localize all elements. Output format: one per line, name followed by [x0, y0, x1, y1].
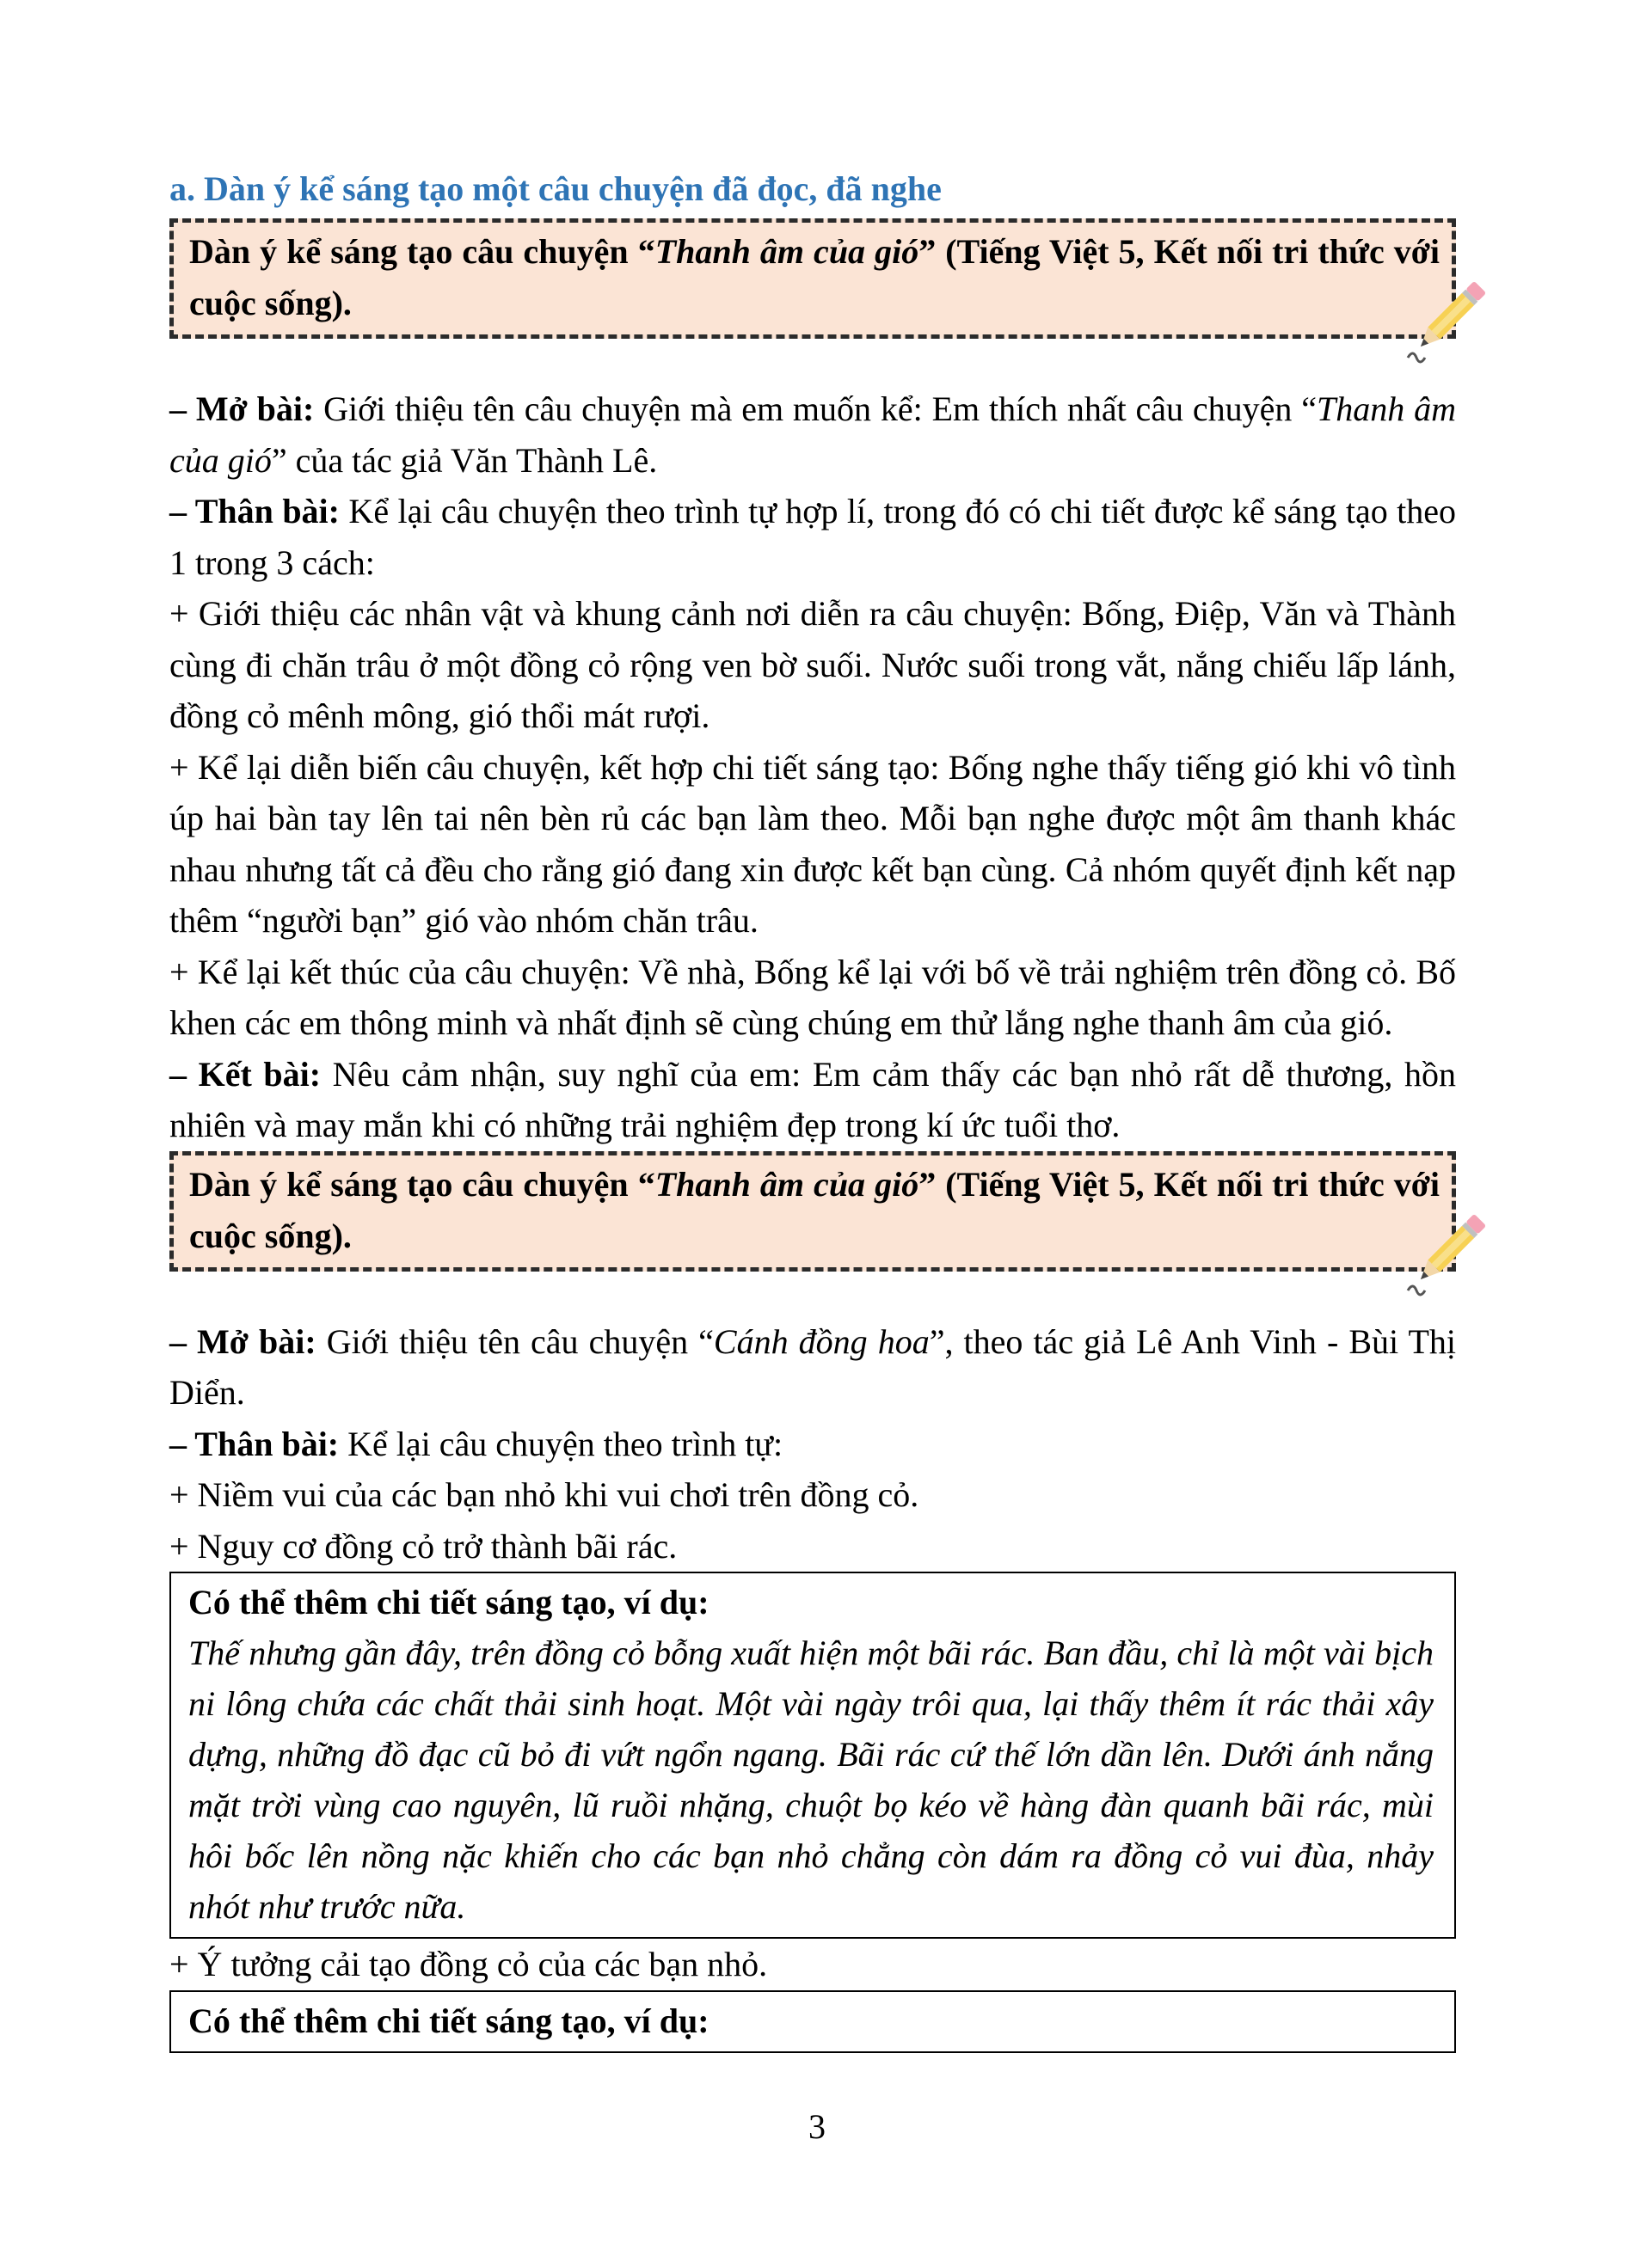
than-bai-text: Kể lại câu chuyện theo trình tự: [339, 1424, 783, 1463]
example-box [169, 1990, 1456, 2053]
example-label: Có thể thêm chi tiết sáng tạo, ví dụ: [188, 2001, 710, 2040]
than-bai-text: Kể lại câu chuyện theo trình tự hợp lí, trong đó có chi tiết được kể sáng tạo theo 1 trong 3 cách: [169, 492, 1456, 582]
story-title: Thanh âm của gió [654, 1164, 919, 1204]
mo-bai-text: Giới thiệu tên câu chuyện “ [316, 1321, 714, 1361]
example-label: Có thể thêm chi tiết sáng tạo, ví dụ: [188, 1583, 710, 1621]
mo-bai-label: – Mở bài: [169, 1321, 316, 1361]
pencil-icon [1396, 1201, 1499, 1304]
page-number: 3 [808, 2107, 826, 2146]
than-bai-label: – Thân bài: [169, 1424, 340, 1463]
list-item: + Kể lại diễn biến câu chuyện, kết hợp chi tiết sáng tạo: Bống nghe thấy tiếng gió khi vô tình úp hai bàn tay lên tai nên bèn rủ các bạn làm theo. Mỗi bạn nghe được một âm thanh khác nhau nhưng tất cả đều cho rằng gió đang xin được kết bạn cùng. Cả nhóm quyết định kết nạp thêm “người bạn” gió vào nhóm chăn trâu. [169, 747, 1456, 940]
ket-bai-label: – Kết bài: [169, 1054, 322, 1094]
mo-bai-text-end: ” của tác giả Văn Thành Lê. [271, 440, 658, 480]
ket-bai-text: Nêu cảm nhận, suy nghĩ của em: Em cảm thấy các bạn nhỏ rất dễ thương, hồn nhiên và may mắn khi có những trải nghiệm đẹp trong kí ức tuổi thơ. [169, 1054, 1456, 1144]
story-title-text [169, 1151, 1456, 1272]
mo-bai-label: – Mở bài: [169, 389, 315, 428]
pencil-icon [1396, 268, 1499, 371]
mo-bai-1 [169, 383, 1456, 486]
than-bai-1 [169, 486, 1456, 588]
example-box [169, 1572, 1456, 1939]
mo-bai-text-end: ”, theo tác giả Lê Anh Vinh - Bùi Thị Diển. [169, 1321, 1456, 1412]
mo-bai-title: Cánh đồng hoa [713, 1321, 930, 1361]
mo-bai-2 [169, 1316, 1456, 1419]
list-item: + Nguy cơ đồng cỏ trở thành bãi rác. [169, 1526, 678, 1566]
than-bai-label: – Thân bài: [169, 492, 340, 530]
list-item: + Niềm vui của các bạn nhỏ khi vui chơi trên đồng cỏ. [169, 1475, 919, 1514]
story-title-text [169, 218, 1456, 339]
title-prefix: Dàn ý kể sáng tạo câu chuyện “ [189, 1164, 655, 1204]
title-prefix: Dàn ý kể sáng tạo câu chuyện “ [189, 232, 655, 271]
list-item: + Kể lại kết thúc của câu chuyện: Về nhà, Bống kể lại với bố về trải nghiệm trên đồng cỏ. Bố khen các em thông minh và nhất định sẽ cùng chúng em thử lắng nghe thanh âm của gió. [169, 952, 1456, 1042]
than-bai-2 [169, 1419, 1456, 1470]
mo-bai-title: Thanh âm của gió [169, 389, 1456, 480]
title-suffix: ” (Tiếng Việt 5, Kết nối tri thức với cuộc sống). [189, 1164, 1440, 1255]
story-title: Thanh âm của gió [654, 232, 919, 271]
list-item: + Ý tưởng cải tạo đồng cỏ của các bạn nhỏ. [169, 1945, 768, 1983]
document-page [169, 163, 1456, 2053]
story-title-box [169, 1151, 1456, 1272]
example-text: Thế nhưng gần đây, trên đồng cỏ bỗng xuất hiện một bãi rác. Ban đầu, chỉ là một vài bịch ni lông chứa các chất thải sinh hoạt. Một vài ngày trôi qua, lại thấy thêm ít rác thải xây dựng, những đồ đạc cũ bỏ đi vứt ngổn ngang. Bãi rác cứ thế lớn dần lên. Dưới ánh nắng mặt trời vùng cao nguyên, lũ ruồi nhặng, chuột bọ kéo về hàng đàn quanh bãi rác, mùi hôi bốc lên nồng nặc khiến cho các bạn nhỏ chẳng còn dám ra đồng cỏ vui đùa, nhảy nhót như trước nữa. [188, 1634, 1434, 1926]
story-title-box [169, 218, 1456, 339]
list-item: + Giới thiệu các nhân vật và khung cảnh nơi diễn ra câu chuyện: Bống, Điệp, Văn và Thành cùng đi chăn trâu ở một đồng cỏ rộng ven bờ suối. Nước suối trong vắt, nắng chiếu lấp lánh, đồng cỏ mênh mông, gió thổi mát rượi. [169, 594, 1456, 735]
ket-bai-1 [169, 1049, 1456, 1151]
title-suffix: ” (Tiếng Việt 5, Kết nối tri thức với cuộc sống). [189, 232, 1440, 322]
mo-bai-text: Giới thiệu tên câu chuyện mà em muốn kể: Em thích nhất câu chuyện “ [314, 389, 1317, 428]
section-heading: a. Dàn ý kể sáng tạo một câu chuyện đã đọc, đã nghe [169, 169, 942, 208]
